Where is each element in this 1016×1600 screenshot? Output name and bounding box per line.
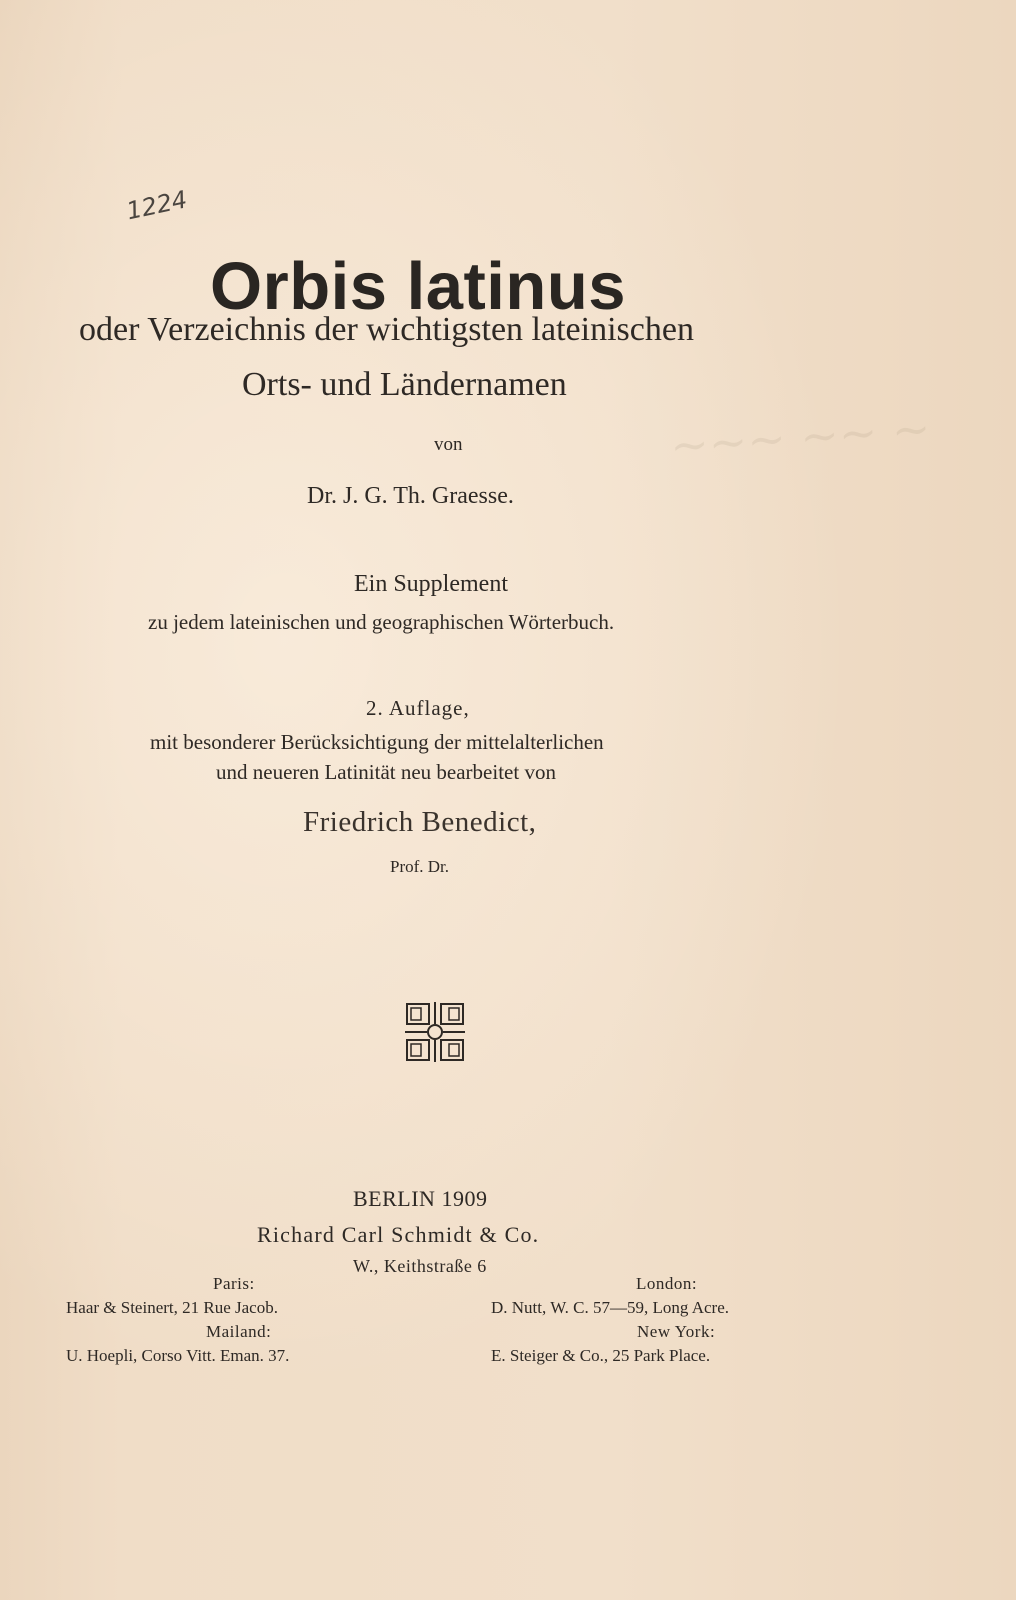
edition-description-line-1: mit besonderer Berücksichtigung der mittelalterlichen: [150, 730, 604, 754]
branch-address-new-york: E. Steiger & Co., 25 Park Place.: [491, 1346, 711, 1365]
edition-description-line-2: und neueren Latinität neu bearbeitet von: [216, 760, 556, 784]
branch-city-new-york: New York:: [637, 1322, 716, 1341]
faint-pencil-marks: ~~~ ~~ ~: [668, 400, 933, 474]
supplement-heading: Ein Supplement: [354, 571, 508, 597]
branch-city-mailand: Mailand:: [206, 1322, 272, 1341]
by-word: von: [434, 434, 463, 455]
subtitle-line-2: Orts- und Ländernamen: [242, 366, 567, 403]
imprint-address: W., Keithstraße 6: [353, 1256, 487, 1276]
handwritten-shelf-number: 1224: [124, 185, 190, 226]
edition-heading: 2. Auflage,: [366, 696, 470, 720]
branch-address-london: D. Nutt, W. C. 57—59, Long Acre.: [491, 1298, 729, 1317]
supplement-description: zu jedem lateinischen und geographischen Wörterbuch.: [148, 610, 615, 634]
editor-name: Friedrich Benedict,: [303, 806, 537, 838]
branch-city-paris: Paris:: [213, 1274, 255, 1293]
imprint-publisher: Richard Carl Schmidt & Co.: [257, 1222, 540, 1247]
branch-city-london: London:: [636, 1274, 698, 1293]
editor-title: Prof. Dr.: [390, 857, 450, 876]
book-title: Orbis latinus: [210, 248, 627, 324]
branch-address-mailand: U. Hoepli, Corso Vitt. Eman. 37.: [66, 1346, 290, 1365]
imprint-city-year: BERLIN 1909: [353, 1186, 488, 1211]
printer-mark-icon: [405, 1002, 465, 1062]
branch-address-paris: Haar & Steinert, 21 Rue Jacob.: [66, 1298, 278, 1317]
author-name: Dr. J. G. Th. Graesse.: [307, 483, 514, 509]
subtitle-line-1: oder Verzeichnis der wichtigsten lateinischen: [79, 311, 694, 348]
